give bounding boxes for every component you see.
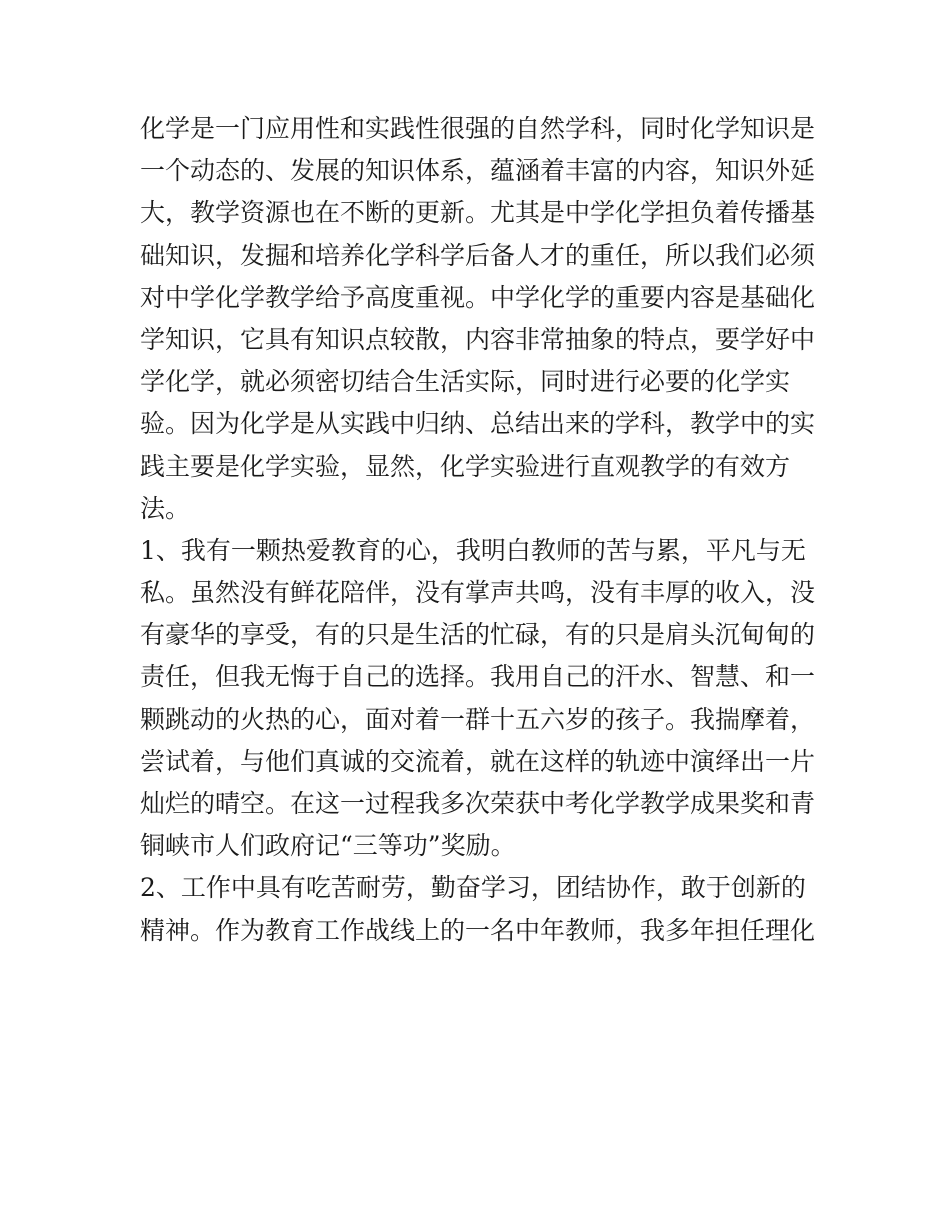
document-body — [140, 108, 820, 952]
paragraph-point-1 — [140, 530, 820, 868]
text-line: 一个动态的、发展的知识体系，蕴涵着丰富的内容，知识外延 — [140, 156, 816, 186]
text-line: 化学是一门应用性和实践性很强的自然学科，同时化学知识是 — [140, 114, 816, 143]
text-line: 践主要是化学实验，显然，化学实验进行直观教学的有效方 — [140, 451, 791, 481]
text-line: 1、我有一颗热爱教育的心，我明白教师的苦与累，平凡与无 — [140, 535, 806, 565]
text-line: 有豪华的享受，有的只是生活的忙碌，有的只是肩头沉甸甸的 — [140, 620, 816, 650]
paragraph-point-2 — [140, 867, 820, 951]
text-line: 法。 — [140, 493, 191, 523]
text-line: 灿烂的晴空。在这一过程我多次荣获中考化学教学成果奖和青 — [140, 789, 816, 818]
text-line: 尝试着，与他们真诚的交流着，就在这样的轨迹中演绎出一片 — [140, 746, 816, 776]
text-line: 大，教学资源也在不断的更新。尤其是中学化学担负着传播基 — [140, 198, 816, 228]
text-line: 学知识，它具有知识点较散，内容非常抽象的特点，要学好中 — [140, 324, 816, 354]
text-line: 学化学，就必须密切结合生活实际，同时进行必要的化学实 — [140, 367, 791, 397]
text-line: 精神。作为教育工作战线上的一名中年教师，我多年担任理化 — [140, 915, 816, 945]
text-line: 2、工作中具有吃苦耐劳，勤奋学习，团结协作，敢于创新的 — [140, 873, 806, 903]
text-line: 私。虽然没有鲜花陪伴，没有掌声共鸣，没有丰厚的收入，没 — [140, 578, 816, 608]
paragraph-intro — [140, 108, 820, 530]
text-line: 对中学化学教学给予高度重视。中学化学的重要内容是基础化 — [140, 282, 816, 312]
text-line: 铜峡市人们政府记“三等功”奖励。 — [140, 831, 516, 861]
text-line: 责任，但我无悔于自己的选择。我用自己的汗水、智慧、和一 — [140, 662, 816, 692]
text-line: 验。因为化学是从实践中归纳、总结出来的学科，教学中的实 — [140, 409, 816, 439]
text-line: 颗跳动的火热的心，面对着一群十五六岁的孩子。我揣摩着， — [140, 704, 816, 734]
text-line: 础知识，发掘和培养化学科学后备人才的重任，所以我们必须 — [140, 240, 816, 270]
